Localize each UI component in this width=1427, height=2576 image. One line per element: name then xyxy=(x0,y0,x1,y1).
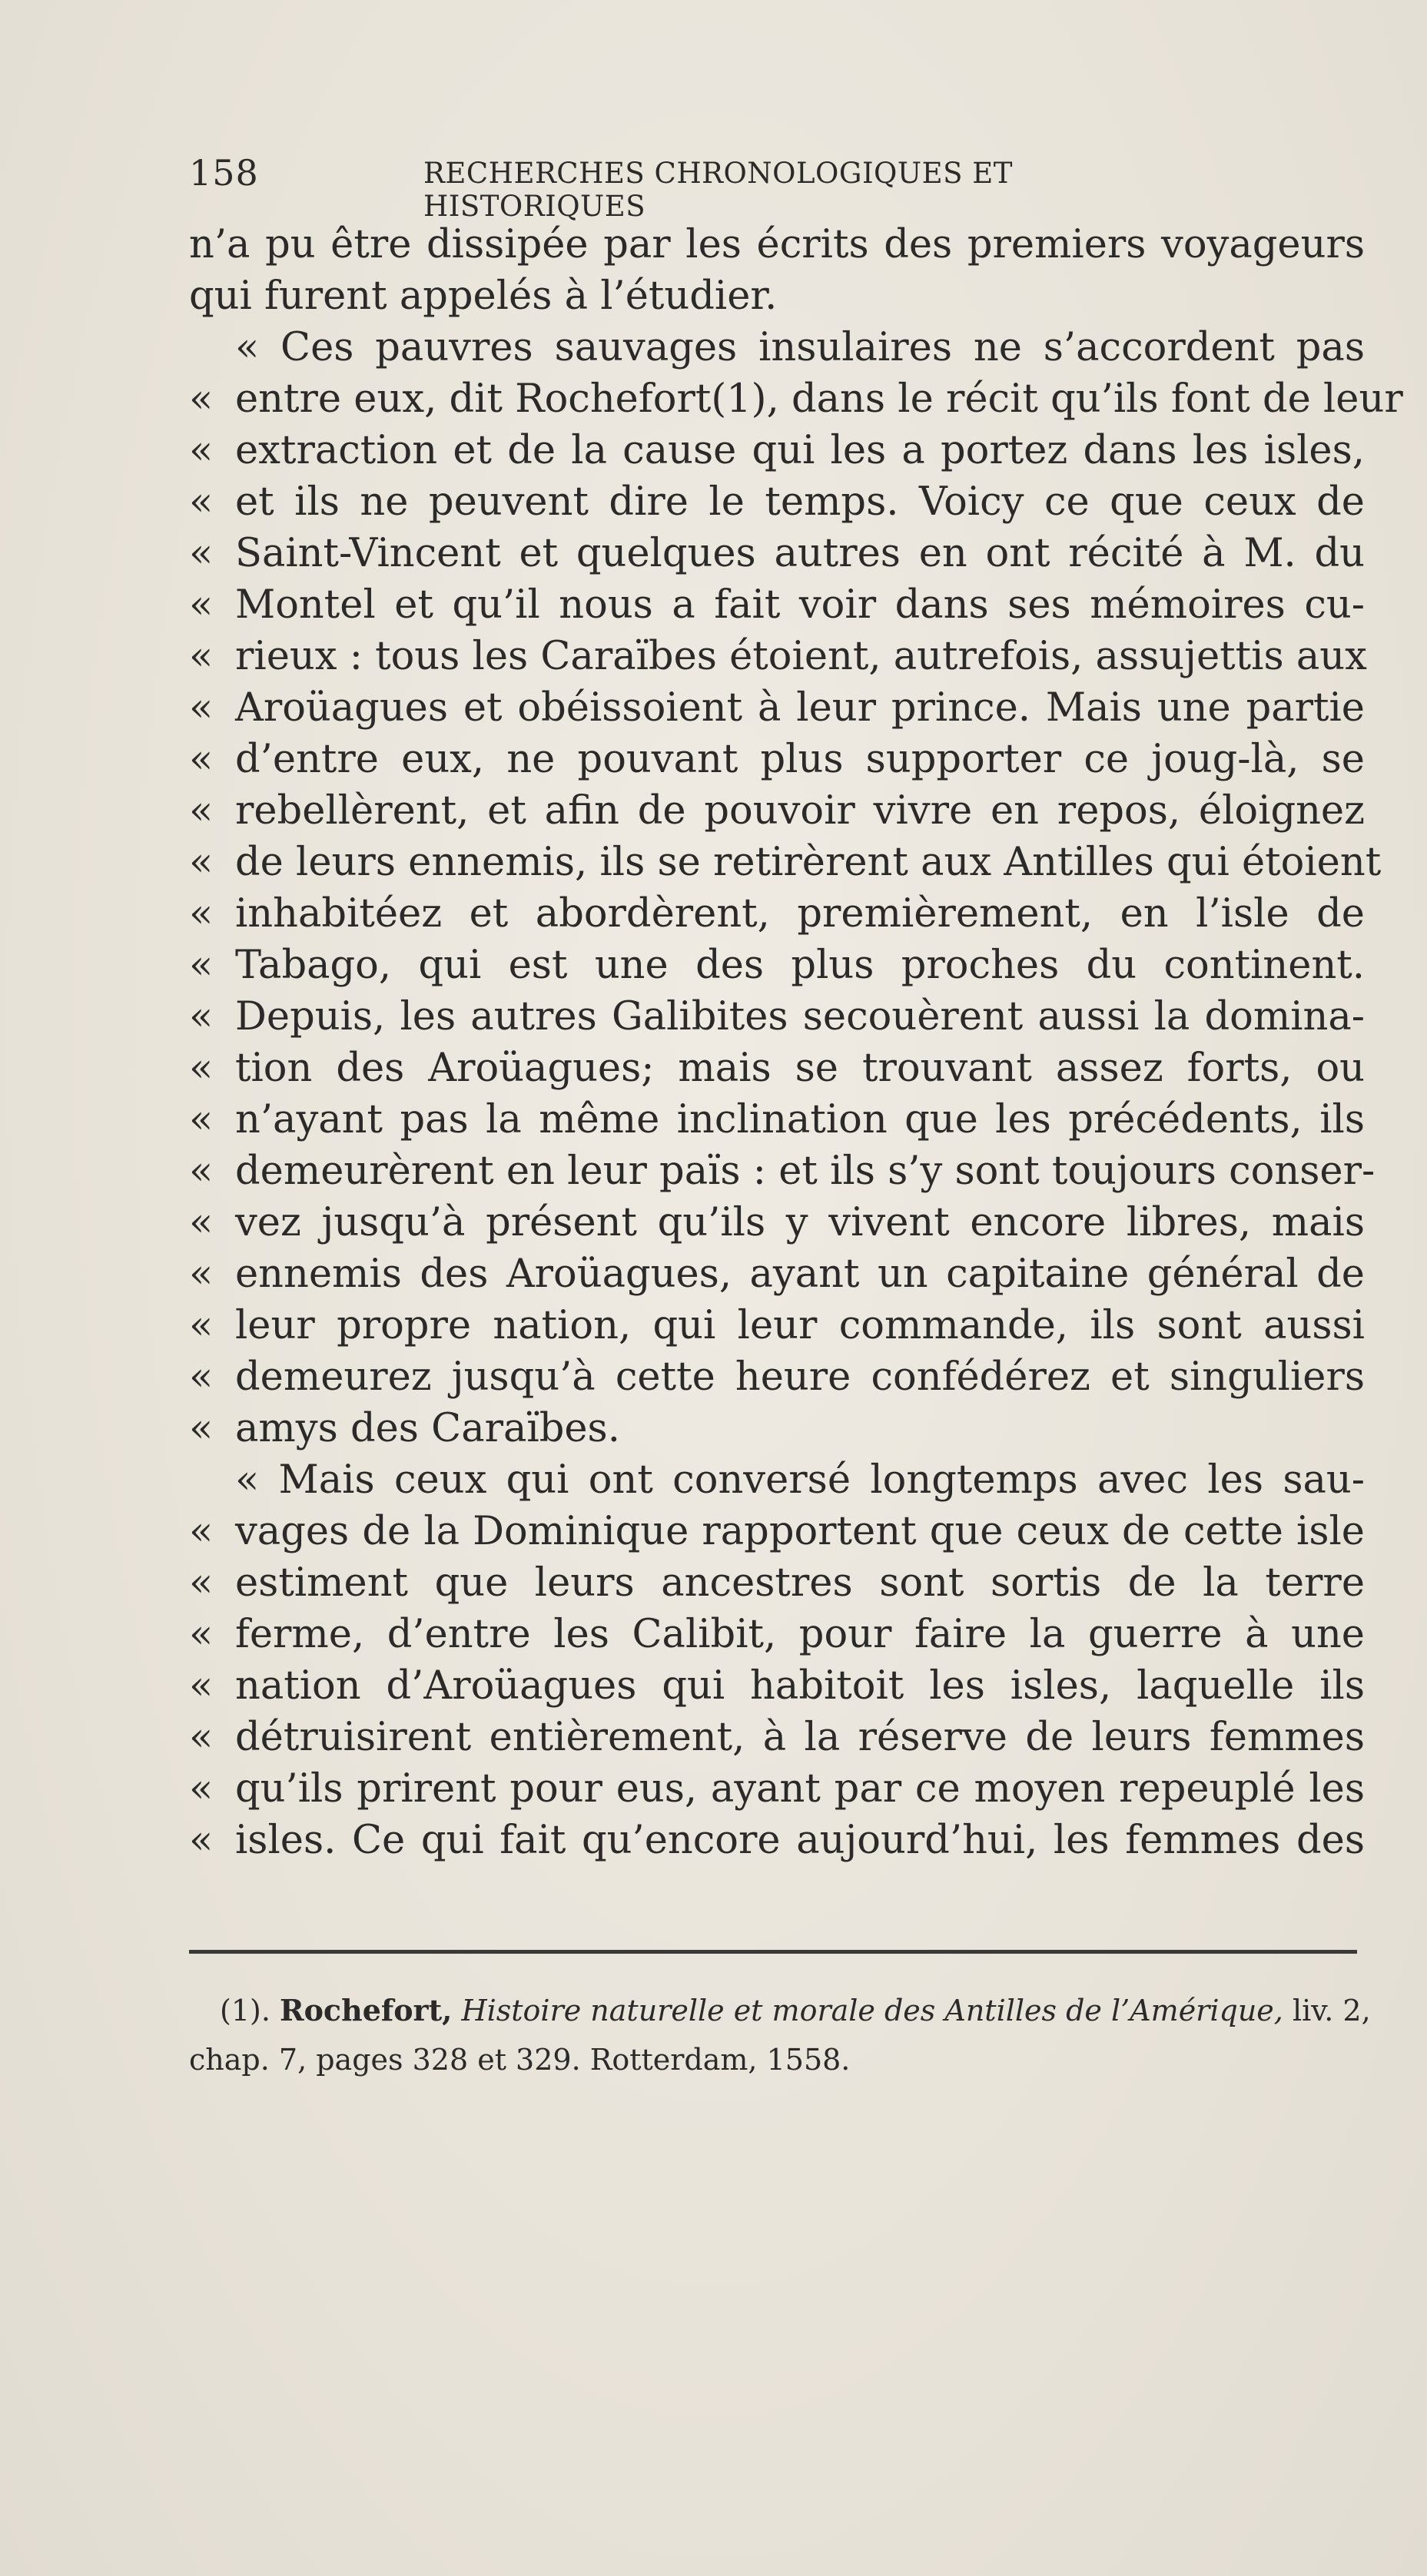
text-line-content: tion des Aroüagues; mais se trouvant assez forts, ou xyxy=(235,1046,1365,1091)
quote-mark: « xyxy=(189,994,214,1039)
text-line-content: isles. Ce qui fait qu’encore aujourd’hui, les femmes des xyxy=(235,1818,1365,1863)
text-line-content: de leurs ennemis, ils se retirèrent aux Antilles qui étoient xyxy=(235,840,1382,885)
text-line-content: demeurez jusqu’à cette heure confédérez et singuliers xyxy=(235,1354,1365,1400)
text-line xyxy=(189,1557,1365,1609)
text-line-content: qu’ils prirent pour eus, ayant par ce moyen repeuplé les xyxy=(235,1766,1365,1812)
quote-mark: « xyxy=(189,1149,214,1194)
quote-mark: « xyxy=(189,1200,214,1245)
text-line xyxy=(189,1403,1365,1454)
text-line xyxy=(189,579,1365,631)
text-line xyxy=(189,270,1365,322)
text-line xyxy=(189,631,1365,682)
text-line-content: Saint-Vincent et quelques autres en ont récité à M. du xyxy=(235,531,1365,576)
footnote-marker: (1). xyxy=(220,1994,270,2027)
text-line-content: Montel et qu’il nous a fait voir dans ses mémoires cu- xyxy=(235,582,1365,628)
text-line xyxy=(189,991,1365,1043)
text-line-content: leur propre nation, qui leur commande, ils sont aussi xyxy=(235,1303,1365,1348)
text-line xyxy=(189,1763,1365,1815)
text-line-content: estiment que leurs ancestres sont sortis de la terre xyxy=(235,1560,1365,1606)
text-line xyxy=(189,373,1403,425)
text-line-content: nation d’Aroüagues qui habitoit les isles, laquelle ils xyxy=(235,1663,1365,1709)
page-number: 158 xyxy=(189,152,259,194)
text-line xyxy=(189,1197,1365,1248)
text-line-content: détruisirent entièrement, à la réserve de leurs femmes xyxy=(235,1715,1365,1760)
quote-mark: « xyxy=(189,788,214,834)
text-line xyxy=(189,425,1365,476)
text-line-content: amys des Caraïbes. xyxy=(235,1406,620,1451)
text-line xyxy=(189,1815,1365,1866)
quote-mark: « xyxy=(189,428,214,473)
quote-mark: « xyxy=(189,1663,214,1709)
text-line xyxy=(189,1506,1365,1557)
quote-mark: « xyxy=(189,737,214,782)
quote-mark: « xyxy=(189,1560,214,1606)
text-line-content: qui furent appelés à l’étudier. xyxy=(189,274,778,319)
text-line-content: Depuis, les autres Galibites secouèrent aussi la domina- xyxy=(235,994,1365,1039)
quote-mark: « xyxy=(189,840,214,885)
quote-mark: « xyxy=(189,685,214,731)
text-line xyxy=(189,1660,1365,1712)
text-line-content: rieux : tous les Caraïbes étoient, autrefois, assujettis aux xyxy=(235,634,1367,679)
text-line xyxy=(189,785,1365,837)
text-line-content: vez jusqu’à présent qu’ils y vivent encore libres, mais xyxy=(235,1200,1365,1245)
text-line-content: ennemis des Aroüagues, ayant un capitaine général de xyxy=(235,1252,1365,1297)
text-line xyxy=(189,1145,1376,1197)
footnote-line-2: chap. 7, pages 328 et 329. Rotterdam, 1558. xyxy=(189,2043,851,2077)
footnote-title: Histoire naturelle et morale des Antilles de l’Amérique, xyxy=(461,1994,1283,2027)
text-line xyxy=(189,476,1365,528)
quote-mark: « xyxy=(189,531,214,576)
text-line-content: rebellèrent, et afin de pouvoir vivre en repos, éloignez xyxy=(235,788,1365,834)
text-line xyxy=(189,1043,1365,1094)
text-line-content: « Ces pauvres sauvages insulaires ne s’accordent pas xyxy=(235,325,1365,370)
text-line-content: et ils ne peuvent dire le temps. Voicy ce que ceux de xyxy=(235,479,1365,525)
footnote-ref: liv. 2, xyxy=(1292,1994,1371,2027)
text-line xyxy=(189,1351,1365,1403)
quote-mark: « xyxy=(189,479,214,525)
text-line xyxy=(189,888,1365,940)
text-line-content: « Mais ceux qui ont conversé longtemps avec les sau- xyxy=(235,1457,1365,1503)
text-line-content: Aroüagues et obéissoient à leur prince. Mais une partie xyxy=(235,685,1365,731)
quote-mark: « xyxy=(189,1612,214,1657)
text-line xyxy=(189,940,1365,991)
text-line xyxy=(189,734,1365,785)
footnote-author: Rochefort, xyxy=(280,1993,453,2027)
text-line xyxy=(189,1454,1365,1506)
text-line-content: extraction et de la cause qui les a portez dans les isles, xyxy=(235,428,1365,473)
text-line xyxy=(189,1094,1365,1145)
quote-mark: « xyxy=(189,1046,214,1091)
text-line xyxy=(189,1248,1365,1300)
quote-mark: « xyxy=(189,582,214,628)
text-line xyxy=(189,1712,1365,1763)
quote-mark: « xyxy=(189,1097,214,1142)
footnote xyxy=(189,1986,1388,2084)
quote-mark: « xyxy=(189,891,214,937)
text-line-content: demeurèrent en leur païs : et ils s’y sont toujours conser- xyxy=(235,1149,1376,1194)
text-line xyxy=(189,1300,1365,1351)
quote-mark: « xyxy=(189,943,214,988)
running-title: RECHERCHES CHRONOLOGIQUES ET HISTORIQUES xyxy=(423,157,1013,223)
quote-mark: « xyxy=(189,1406,214,1451)
text-line xyxy=(189,219,1365,270)
quote-mark: « xyxy=(189,1766,214,1812)
footnote-line-1 xyxy=(189,1986,1388,2035)
body-text xyxy=(189,219,1403,1866)
quote-mark: « xyxy=(189,634,214,679)
quote-mark: « xyxy=(189,1354,214,1400)
text-line xyxy=(189,322,1365,373)
text-line-content: Tabago, qui est une des plus proches du continent. xyxy=(235,943,1365,988)
text-line xyxy=(189,1609,1365,1660)
text-line xyxy=(189,837,1382,888)
quote-mark: « xyxy=(189,1818,214,1863)
text-line xyxy=(189,682,1365,734)
page-header xyxy=(189,152,1188,223)
footnote-rule xyxy=(189,1950,1357,1954)
text-line xyxy=(189,528,1365,579)
quote-mark: « xyxy=(189,1252,214,1297)
text-line-content: inhabitéez et abordèrent, premièrement, en l’isle de xyxy=(235,891,1365,937)
text-line-content: vages de la Dominique rapportent que ceux de cette isle xyxy=(235,1509,1365,1554)
quote-mark: « xyxy=(189,1303,214,1348)
quote-mark: « xyxy=(189,1509,214,1554)
text-line-content: n’a pu être dissipée par les écrits des premiers voyageurs xyxy=(189,222,1365,267)
text-line-content: ferme, d’entre les Calibit, pour faire la guerre à une xyxy=(235,1612,1365,1657)
text-line-content: n’ayant pas la même inclination que les précédents, ils xyxy=(235,1097,1365,1142)
quote-mark: « xyxy=(189,1715,214,1760)
text-line-content: entre eux, dit Rochefort(1), dans le récit qu’ils font de leur xyxy=(235,376,1403,422)
quote-mark: « xyxy=(189,376,214,422)
text-line-content: d’entre eux, ne pouvant plus supporter ce joug-là, se xyxy=(235,737,1365,782)
